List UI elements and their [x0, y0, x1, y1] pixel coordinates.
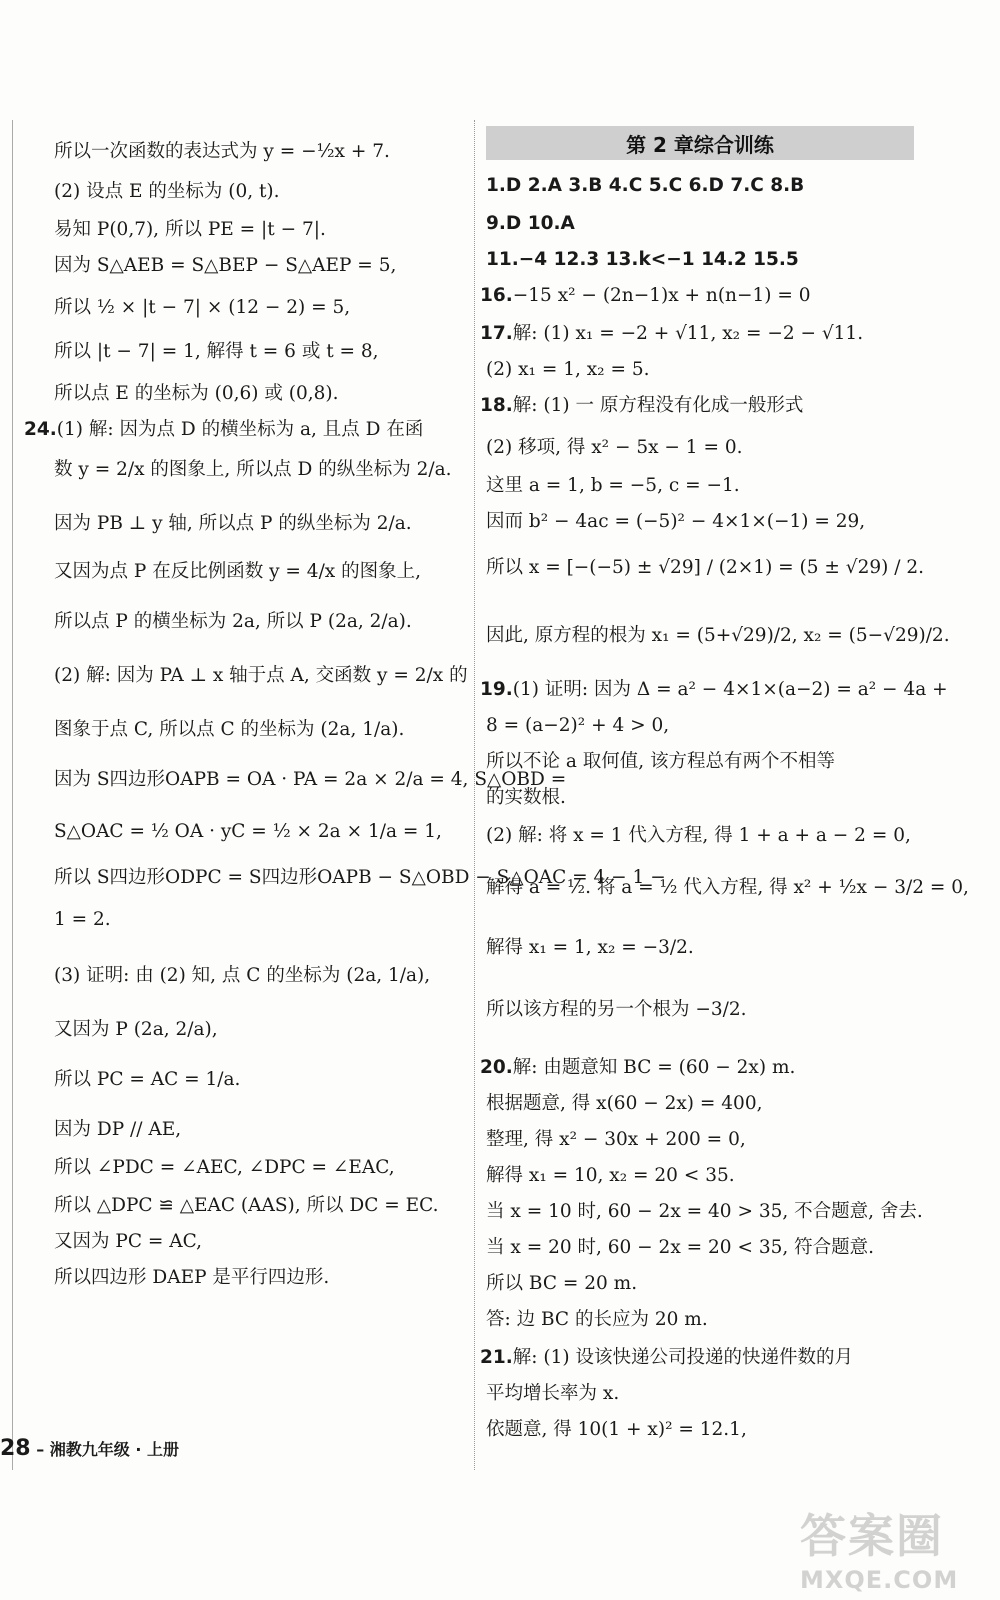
text-line — [486, 1128, 746, 1152]
text-line — [486, 248, 799, 272]
text-line — [480, 1346, 853, 1370]
text-line — [486, 1092, 762, 1116]
line-text: 因而 b² − 4ac = (−5)² − 4×1×(−1) = 29, — [486, 511, 866, 532]
text-line — [486, 436, 743, 460]
text-line — [54, 180, 280, 204]
watermark — [800, 1500, 990, 1594]
line-text: 所以 S四边形ODPC = S四边形OAPB − S△OBD − S△OAC = 4 − 1 − — [54, 867, 666, 888]
line-text: 所以 PC = AC = 1/a. — [54, 1069, 241, 1090]
text-line — [486, 786, 566, 810]
text-line — [54, 718, 404, 742]
column-divider — [474, 120, 475, 1470]
line-text: 8 = (a−2)² + 4 > 0, — [486, 715, 670, 736]
text-line — [54, 140, 390, 164]
text-line — [486, 1164, 735, 1188]
question-number: 24. — [24, 419, 57, 440]
chapter-title: 第 2 章综合训练 — [626, 132, 774, 157]
text-line — [54, 664, 468, 688]
text-line — [486, 556, 924, 580]
line-text: 依题意, 得 10(1 + x)² = 12.1, — [486, 1419, 747, 1440]
question-number: 20. — [480, 1057, 513, 1078]
line-text: 解: (1) 一 原方程没有化成一般形式 — [512, 395, 804, 416]
line-text: 解: 由题意知 BC = (60 − 2x) m. — [512, 1057, 796, 1078]
line-text: 整理, 得 x² − 30x + 200 = 0, — [486, 1129, 746, 1150]
line-text: 解: (1) 设该快递公司投递的快递件数的月 — [512, 1347, 853, 1368]
book-title: 湘教九年级 · 上册 — [49, 1440, 180, 1459]
question-number: 21. — [480, 1347, 513, 1368]
text-line — [486, 1200, 923, 1224]
text-line — [486, 1382, 619, 1406]
line-text: (2) 解: 因为 PA ⊥ x 轴于点 A, 交函数 y = 2/x 的 — [54, 665, 468, 686]
watermark-logo: 答案圈 — [800, 1509, 944, 1563]
line-text: 所以一次函数的表达式为 y = −½x + 7. — [54, 141, 390, 162]
line-text: 这里 a = 1, b = −5, c = −1. — [486, 475, 740, 496]
line-text: (1) 证明: 因为 Δ = a² − 4×1×(a−2) = a² − 4a + — [512, 679, 948, 700]
question-number: 18. — [480, 395, 513, 416]
line-text: S△OAC = ½ OA · yC = ½ × 2a × 1/a = 1, — [54, 821, 442, 842]
question-number: 16. — [480, 285, 513, 306]
line-text: 图象于点 C, 所以点 C 的坐标为 (2a, 1/a). — [54, 719, 405, 740]
line-text: 又因为点 P 在反比例函数 y = 4/x 的图象上, — [54, 561, 422, 582]
page-edge-line — [12, 120, 13, 1470]
text-line — [54, 1194, 439, 1218]
text-line — [54, 820, 442, 844]
line-text: 又因为 PC = AC, — [54, 1231, 202, 1252]
line-text: (2) 移项, 得 x² − 5x − 1 = 0. — [486, 437, 743, 458]
line-text: 因为 PB ⊥ y 轴, 所以点 P 的纵坐标为 2/a. — [54, 513, 412, 534]
line-text: 答: 边 BC 的长应为 20 m. — [486, 1309, 708, 1330]
text-line — [54, 1018, 218, 1042]
line-text: 解得 a = ½. 将 a = ½ 代入方程, 得 x² + ½x − 3/2 = 0, — [486, 877, 969, 898]
text-line — [54, 296, 350, 320]
text-line — [486, 1272, 637, 1296]
line-text: 因为 S△AEB = S△BEP − S△AEP = 5, — [54, 255, 397, 276]
line-text: 当 x = 10 时, 60 − 2x = 40 > 35, 不合题意, 舍去. — [486, 1201, 923, 1222]
text-line — [54, 382, 339, 406]
text-line — [54, 908, 111, 932]
footer-separator: – — [36, 1440, 45, 1459]
text-line — [480, 284, 810, 308]
line-text: (2) 解: 将 x = 1 代入方程, 得 1 + a + a − 2 = 0, — [486, 825, 911, 846]
line-text: 所以 △DPC ≌ △EAC (AAS), 所以 DC = EC. — [54, 1195, 439, 1216]
text-line — [54, 1156, 395, 1180]
line-text: 1.D 2.A 3.B 4.C 5.C 6.D 7.C 8.B — [486, 175, 805, 196]
line-text: 1 = 2. — [54, 909, 111, 930]
line-text: (2) 设点 E 的坐标为 (0, t). — [54, 181, 280, 202]
text-line — [54, 1118, 181, 1142]
text-line — [54, 340, 379, 364]
line-text: 当 x = 20 时, 60 − 2x = 20 < 35, 符合题意. — [486, 1237, 875, 1258]
line-text: 解得 x₁ = 1, x₂ = −3/2. — [486, 937, 694, 958]
line-text: 所以 ∠PDC = ∠AEC, ∠DPC = ∠EAC, — [54, 1157, 395, 1178]
text-line — [24, 418, 423, 442]
text-line — [480, 1056, 795, 1080]
line-text: 解: (1) x₁ = −2 + √11, x₂ = −2 − √11. — [512, 323, 864, 344]
line-text: 所以该方程的另一个根为 −3/2. — [486, 999, 747, 1020]
text-line — [486, 358, 650, 382]
text-line — [54, 254, 396, 278]
text-line — [54, 218, 326, 242]
line-text: 因此, 原方程的根为 x₁ = (5+√29)/2, x₂ = (5−√29)/2. — [486, 625, 950, 646]
line-text: 解得 x₁ = 10, x₂ = 20 < 35. — [486, 1165, 735, 1186]
text-line — [54, 610, 412, 634]
line-text: 所以 ½ × |t − 7| × (12 − 2) = 5, — [54, 297, 351, 318]
text-line — [486, 936, 694, 960]
text-line — [54, 512, 412, 536]
text-line — [54, 1230, 202, 1254]
text-line — [54, 964, 430, 988]
line-text: 的实数根. — [486, 787, 566, 808]
text-line — [486, 624, 950, 648]
line-text: 因为 DP // AE, — [54, 1119, 182, 1140]
page-footer — [0, 1436, 179, 1461]
line-text: 11.−4 12.3 13.k<−1 14.2 15.5 — [486, 249, 799, 270]
line-text: 根据题意, 得 x(60 − 2x) = 400, — [486, 1093, 763, 1114]
line-text: 所以点 P 的横坐标为 2a, 所以 P (2a, 2/a). — [54, 611, 412, 632]
line-text: 9.D 10.A — [486, 213, 575, 234]
line-text: 所以点 E 的坐标为 (0,6) 或 (0,8). — [54, 383, 339, 404]
line-text: (3) 证明: 由 (2) 知, 点 C 的坐标为 (2a, 1/a), — [54, 965, 431, 986]
line-text: 数 y = 2/x 的图象上, 所以点 D 的纵坐标为 2/a. — [54, 459, 452, 480]
text-line — [486, 750, 835, 774]
line-text: 所以四边形 DAEP 是平行四边形. — [54, 1267, 330, 1288]
text-line — [54, 458, 452, 482]
line-text: 又因为 P (2a, 2/a), — [54, 1019, 218, 1040]
text-line — [54, 1266, 329, 1290]
line-text: (2) x₁ = 1, x₂ = 5. — [486, 359, 650, 380]
text-line — [54, 1068, 240, 1092]
text-line — [54, 560, 421, 584]
line-text: 所以 BC = 20 m. — [486, 1273, 638, 1294]
line-text: 所以 x = [−(−5) ± √29] / (2×1) = (5 ± √29) / 2. — [486, 557, 924, 578]
text-line — [486, 1308, 708, 1332]
chapter-heading — [486, 126, 914, 160]
line-text: 所以不论 a 取何值, 该方程总有两个不相等 — [486, 751, 836, 772]
question-number: 17. — [480, 323, 513, 344]
text-line — [486, 824, 911, 848]
text-line — [486, 714, 669, 738]
text-line — [486, 174, 804, 198]
text-line — [486, 876, 969, 900]
text-line — [486, 474, 740, 498]
watermark-site: MXQE.COM — [800, 1566, 959, 1594]
text-line — [486, 212, 575, 236]
line-text: 平均增长率为 x. — [486, 1383, 620, 1404]
text-line — [486, 1236, 874, 1260]
line-text: 所以 |t − 7| = 1, 解得 t = 6 或 t = 8, — [54, 341, 379, 362]
page-number: 28 — [0, 1436, 31, 1461]
text-line — [480, 394, 803, 418]
line-text: 因为 S四边形OAPB = OA · PA = 2a × 2/a = 4, S△OBD = — [54, 769, 567, 790]
text-line — [486, 510, 865, 534]
text-line — [480, 678, 948, 702]
text-line — [486, 998, 747, 1022]
line-text: −15 x² − (2n−1)x + n(n−1) = 0 — [512, 285, 811, 306]
line-text: 易知 P(0,7), 所以 PE = |t − 7|. — [54, 219, 326, 240]
line-text: (1) 解: 因为点 D 的横坐标为 a, 且点 D 在函 — [56, 419, 424, 440]
question-number: 19. — [480, 679, 513, 700]
text-line — [486, 1418, 747, 1442]
text-line — [480, 322, 863, 346]
